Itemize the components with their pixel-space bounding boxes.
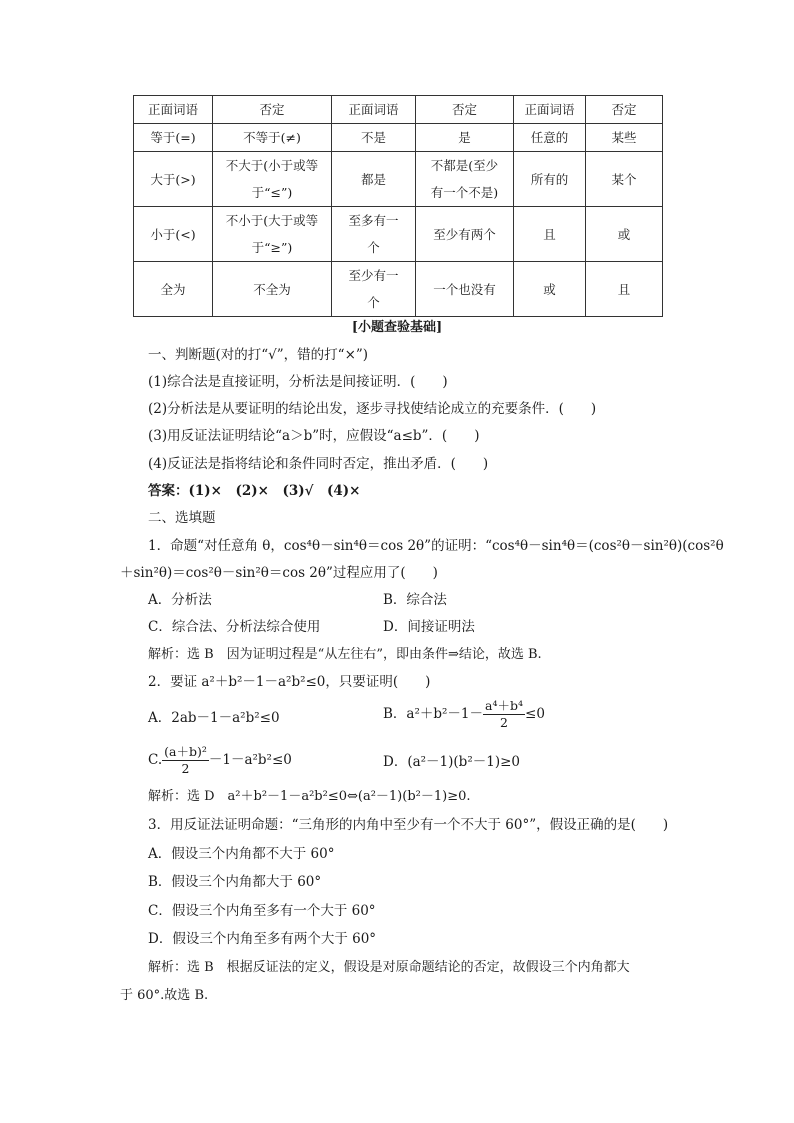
q3-option-a: A．假设三个内角都不大于 60° <box>148 846 335 862</box>
q3-analysis-line2: 于 60°.故选 B. <box>120 988 209 1003</box>
q2-option-c-fraction <box>162 744 209 777</box>
table-row <box>134 152 663 207</box>
q2-option-c-suffix: －1－a²b²≤0 <box>208 752 292 768</box>
table-cell: 不小于(大于或等 于“≥”) <box>213 207 332 262</box>
table-cell: 大于(>) <box>134 152 213 207</box>
table-row <box>134 124 663 152</box>
table-cell: 正面词语 <box>332 96 416 124</box>
judge-item-4: (4)反证法是指将结论和条件同时否定，推出矛盾．( ) <box>148 456 489 472</box>
fraction-denominator: 2 <box>181 761 190 776</box>
table-row <box>134 262 663 317</box>
q1-option-d: D．间接证明法 <box>383 619 475 635</box>
fraction-denominator: 2 <box>500 715 508 730</box>
q1-option-a: A．分析法 <box>148 592 212 608</box>
table-header-row <box>134 96 663 124</box>
table-cell: 不是 <box>332 124 416 152</box>
q2-option-b-suffix: ≤0 <box>525 706 545 722</box>
table-cell: 不大于(小于或等 于“≤”) <box>213 152 332 207</box>
table-cell: 所有的 <box>514 152 586 207</box>
q3-option-c: C．假设三个内角至多有一个大于 60° <box>148 903 376 919</box>
negation-table <box>133 95 663 317</box>
table-cell: 且 <box>586 262 663 317</box>
table-row <box>134 207 663 262</box>
table-cell: 不全为 <box>213 262 332 317</box>
q1-analysis: 解析：选 B 因为证明过程是“从左往右”，即由条件⇒结论，故选 B. <box>148 647 542 662</box>
fraction-numerator: a⁴＋b⁴ <box>485 698 524 713</box>
table-cell: 至少有两个 <box>416 207 514 262</box>
section-title: [小题查验基础] <box>351 320 443 335</box>
table-cell: 任意的 <box>514 124 586 152</box>
q2-option-c-prefix: C. <box>148 752 163 768</box>
q2-option-b-prefix: B．a²＋b²－1－ <box>383 706 484 722</box>
table-cell: 正面词语 <box>514 96 586 124</box>
table-cell: 或 <box>514 262 586 317</box>
table-cell: 小于(<) <box>134 207 213 262</box>
fraction-numerator: (a＋b)² <box>164 744 207 759</box>
table-cell: 至少有一 个 <box>332 262 416 317</box>
judge-item-1: (1)综合法是直接证明，分析法是间接证明．( ) <box>148 374 448 390</box>
table-cell: 不等于(≠) <box>213 124 332 152</box>
table-cell: 否定 <box>586 96 663 124</box>
part1-heading: 一、判断题(对的打“√”，错的打“×”) <box>148 347 369 363</box>
q2-option-b-fraction <box>483 698 525 731</box>
table-cell: 都是 <box>332 152 416 207</box>
judge-item-3: (3)用反证法证明结论“a＞b”时，应假设“a≤b”．( ) <box>148 428 480 444</box>
q3-option-d: D．假设三个内角至多有两个大于 60° <box>148 931 377 947</box>
table-cell: 等于(=) <box>134 124 213 152</box>
table-cell: 否定 <box>213 96 332 124</box>
q1-stem-line1: 1．命题“对任意角 θ，cos⁴θ－sin⁴θ＝cos 2θ”的证明：“cos⁴θ－sin⁴θ＝(cos²θ－sin²θ)(cos²θ <box>148 538 724 554</box>
table-cell: 正面词语 <box>134 96 213 124</box>
q2-option-b <box>383 697 545 731</box>
q1-stem-line2: ＋sin²θ)＝cos²θ－sin²θ＝cos 2θ”过程应用了( ) <box>120 565 438 581</box>
table-cell: 否定 <box>416 96 514 124</box>
q1-option-c: C．综合法、分析法综合使用 <box>148 619 321 635</box>
table-cell: 不都是(至少 有一个不是) <box>416 152 514 207</box>
q3-analysis-line1: 解析：选 B 根据反证法的定义，假设是对原命题结论的否定，故假设三个内角都大 <box>148 960 630 975</box>
table-cell: 且 <box>514 207 586 262</box>
table-cell: 或 <box>586 207 663 262</box>
q1-option-b: B．综合法 <box>383 592 447 608</box>
q3-stem: 3．用反证法证明命题：“三角形的内角中至少有一个不大于 60°”，假设正确的是( ) <box>148 817 669 833</box>
q2-option-a: A．2ab－1－a²b²≤0 <box>148 710 280 726</box>
table-cell: 某个 <box>586 152 663 207</box>
q2-option-c <box>148 743 292 777</box>
table-cell: 至多有一 个 <box>332 207 416 262</box>
table-cell: 一个也没有 <box>416 262 514 317</box>
q2-stem: 2．要证 a²＋b²－1－a²b²≤0，只要证明( ) <box>148 674 431 690</box>
q2-analysis: 解析：选 D a²＋b²－1－a²b²≤0⇔(a²－1)(b²－1)≥0. <box>148 789 471 804</box>
q3-option-b: B．假设三个内角都大于 60° <box>148 874 322 890</box>
q2-option-d: D．(a²－1)(b²－1)≥0 <box>383 754 520 770</box>
judge-answer: 答案：(1)× (2)× (3)√ (4)× <box>148 483 361 499</box>
table-cell: 是 <box>416 124 514 152</box>
table-cell: 全为 <box>134 262 213 317</box>
table-cell: 某些 <box>586 124 663 152</box>
part2-heading: 二、选填题 <box>148 510 216 526</box>
judge-item-2: (2)分析法是从要证明的结论出发，逐步寻找使结论成立的充要条件．( ) <box>148 401 597 417</box>
